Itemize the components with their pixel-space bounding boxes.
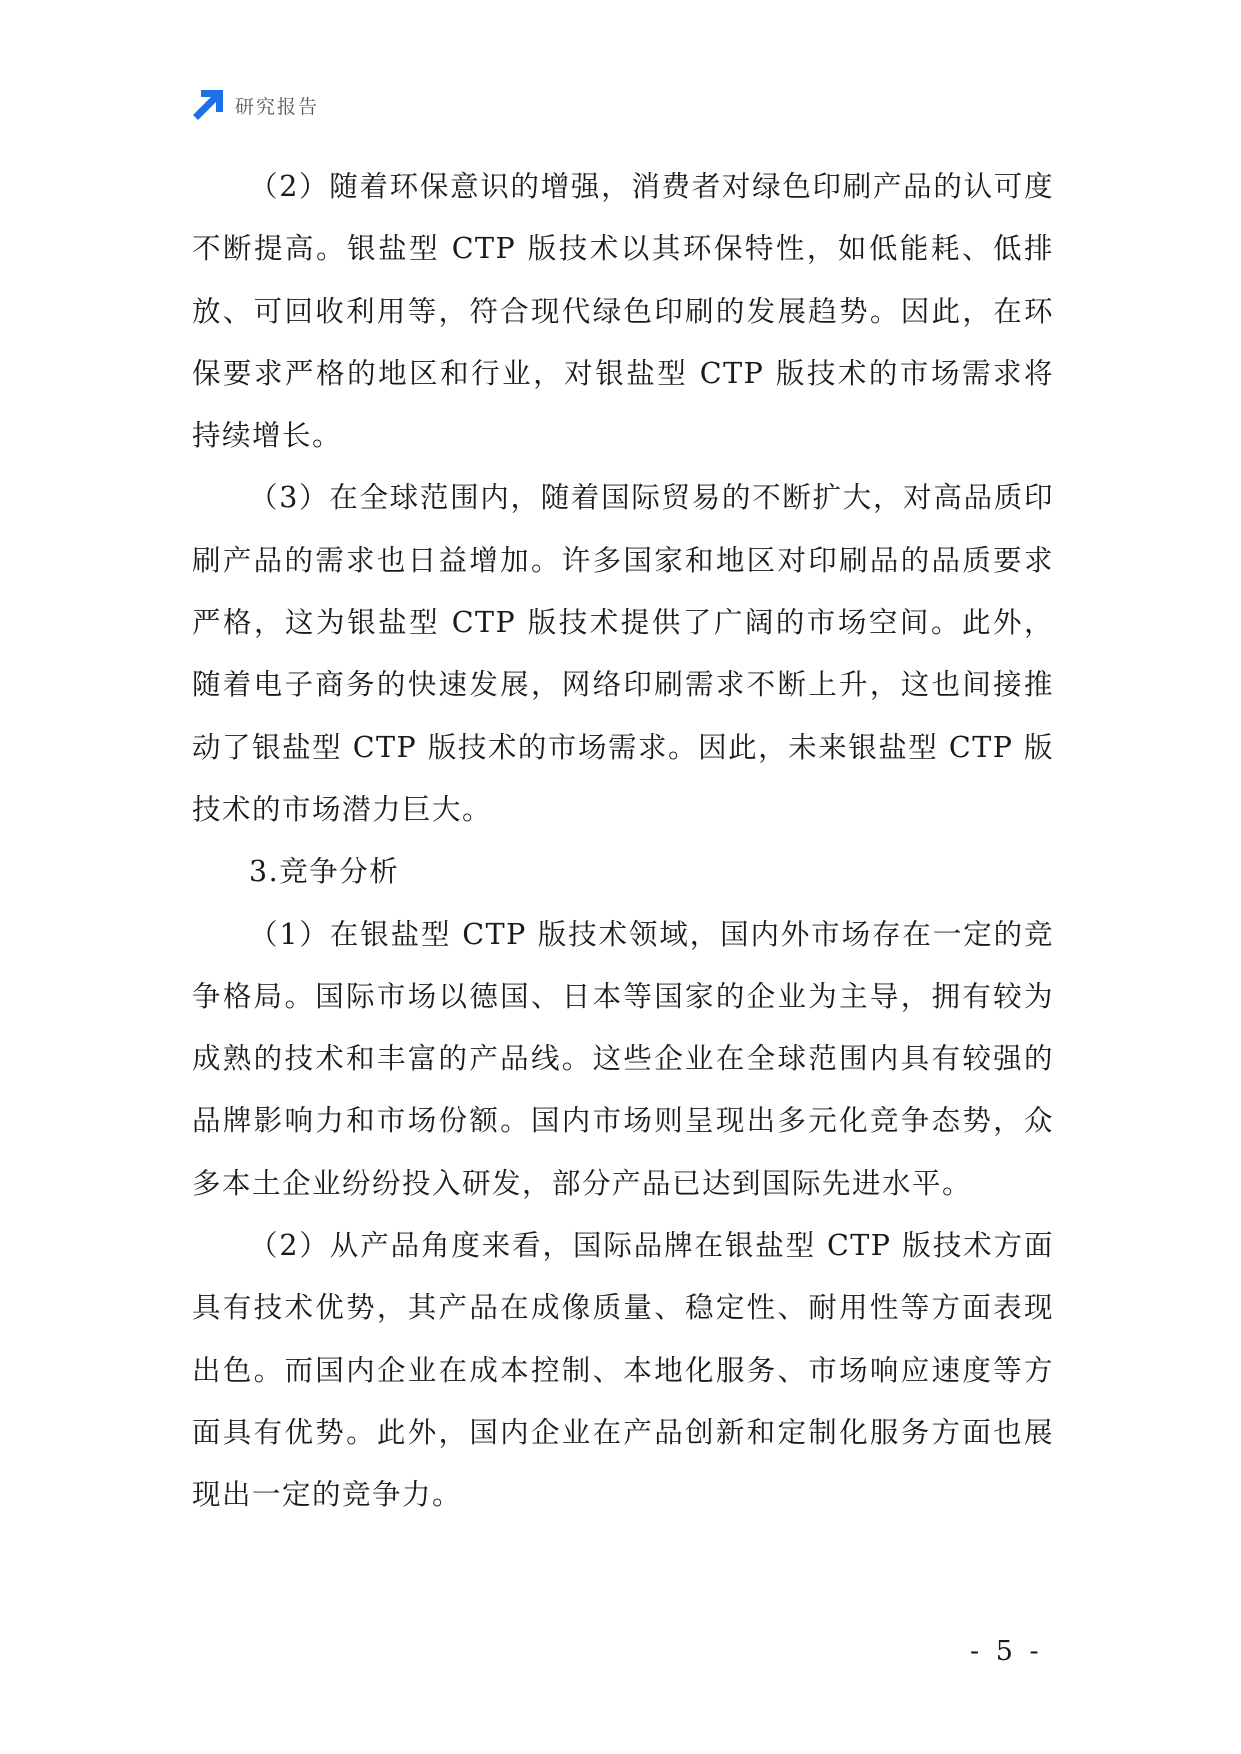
section-heading: 3.竞争分析 [249, 855, 400, 889]
paragraph-4: （2）从产品角度来看，国际品牌在银盐型 CTP 版技术方面具有技术优势，其产品在成像质量、稳定性、耐用性等方面表现出色。而国内企业在成本控制、本地化服务、市场响应速度等方面具有优势。此外，国内企业在产品创新和定制化服务方面也展现出一定的竞争力。 [192, 1229, 1054, 1512]
paragraph-2: （3）在全球范围内，随着国际贸易的不断扩大，对高品质印刷产品的需求也日益增加。许多国家和地区对印刷品的品质要求严格，这为银盐型 CTP 版技术提供了广阔的市场空间。此外，随着电子商务的快速发展，网络印刷需求不断上升，这也间接推动了银盐型 CTP 版技术的市场需求。因此，未来银盐型 CTP 版技术的市场潜力巨大。 [192, 481, 1054, 826]
arrow-up-right-icon [192, 89, 224, 121]
document-body [192, 156, 1054, 1527]
page-number: - 5 - [970, 1636, 1043, 1667]
paragraph-3: （1）在银盐型 CTP 版技术领域，国内外市场存在一定的竞争格局。国际市场以德国、日本等国家的企业为主导，拥有较为成熟的技术和丰富的产品线。这些企业在全球范围内具有较强的品牌影响力和市场份额。国内市场则呈现出多元化竞争态势，众多本土企业纷纷投入研发，部分产品已达到国际先进水平。 [192, 917, 1054, 1200]
page-header [192, 88, 319, 122]
header-label: 研究报告 [235, 95, 320, 118]
paragraph-1: （2）随着环保意识的增强，消费者对绿色印刷产品的认可度不断提高。银盐型 CTP 版技术以其环保特性，如低能耗、低排放、可回收利用等，符合现代绿色印刷的发展趋势。因此，在环保要求严格的地区和行业，对银盐型 CTP 版技术的市场需求将持续增长。 [192, 170, 1054, 453]
